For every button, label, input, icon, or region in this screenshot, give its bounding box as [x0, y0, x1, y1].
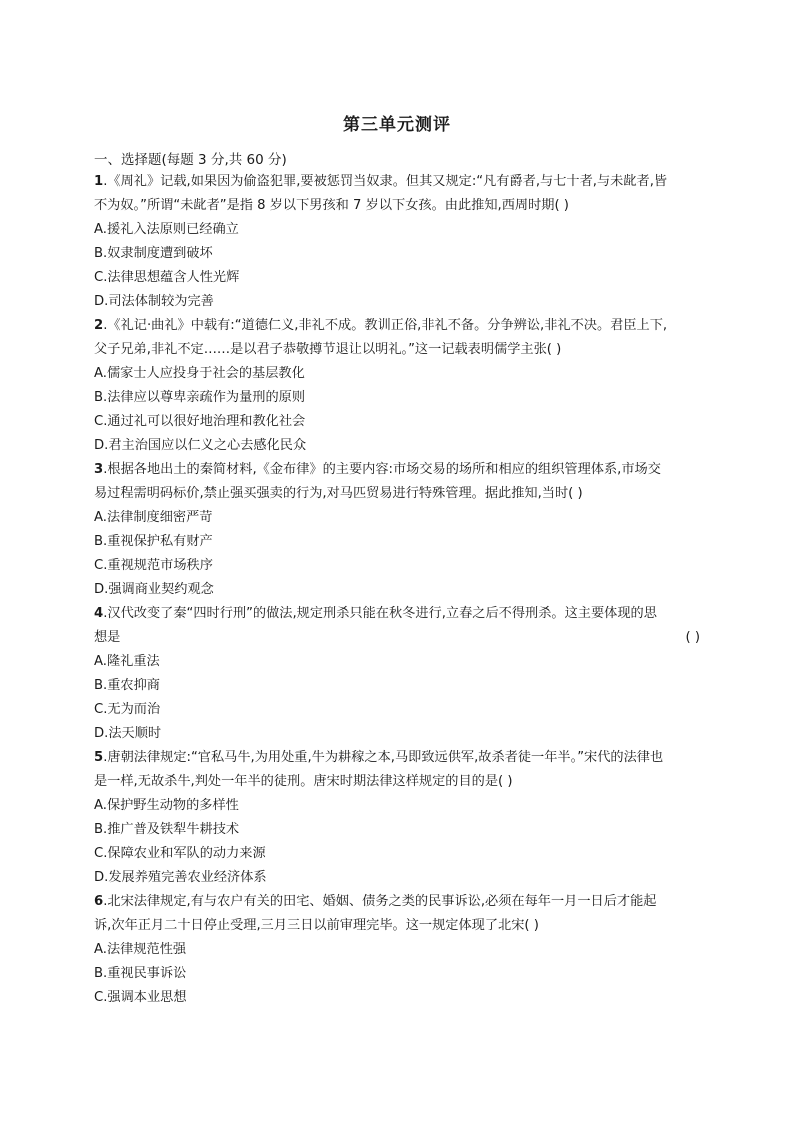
answer-option: C.通过礼可以很好地治理和教化社会	[94, 414, 306, 429]
answer-option: A.儒家士人应投身于社会的基层教化	[94, 366, 305, 381]
question-stem	[94, 890, 700, 938]
question-stem	[94, 602, 700, 650]
question-stem-line	[94, 626, 700, 650]
answer-option: B.重视民事诉讼	[94, 966, 187, 981]
question-stem	[94, 458, 700, 506]
answer-option: A.援礼入法原则已经确立	[94, 222, 239, 237]
question-stem-line	[94, 914, 700, 938]
answer-option: C.强调本业思想	[94, 990, 187, 1005]
question-number: 4	[94, 606, 104, 621]
answer-option: D.发展养殖完善农业经济体系	[94, 870, 267, 885]
answer-bracket: ( )	[685, 630, 700, 645]
answer-option: A.保护野生动物的多样性	[94, 798, 239, 813]
answer-option: C.保障农业和军队的动力来源	[94, 846, 266, 861]
answer-option: A.法律规范性强	[94, 942, 187, 957]
question-stem-line	[94, 458, 700, 482]
question-stem-line	[94, 314, 700, 338]
question-number: 5	[94, 750, 104, 765]
answer-option: D.司法体制较为完善	[94, 294, 214, 309]
answer-option: B.推广普及铁犁牛耕技术	[94, 822, 240, 837]
question-block	[94, 170, 700, 314]
page-title: 第三单元测评	[343, 115, 451, 135]
question-text: 不为奴。”所谓“未龀者”是指 8 岁以下男孩和 7 岁以下女孩。由此推知,西周时期( )	[94, 198, 569, 213]
question-text: .《礼记·曲礼》中载有:“道德仁义,非礼不成。教训正俗,非礼不备。分争辨讼,非礼不决。君臣上下,	[103, 318, 668, 333]
question-text: 诉,次年正月二十日停止受理,三月三日以前审理完毕。这一规定体现了北宋( )	[94, 918, 539, 933]
answer-option: A.法律制度细密严苛	[94, 510, 213, 525]
question-block	[94, 314, 700, 458]
question-text: .根据各地出土的秦简材料,《金布律》的主要内容:市场交易的场所和相应的组织管理体系,市场交	[103, 462, 661, 477]
question-text: .北宋法律规定,有与农户有关的田宅、婚姻、债务之类的民事诉讼,必须在每年一月一日后才能起	[103, 894, 657, 909]
question-block	[94, 890, 700, 1010]
answer-option: D.君主治国应以仁义之心去感化民众	[94, 438, 307, 453]
question-text: 易过程需明码标价,禁止强买强卖的行为,对马匹贸易进行特殊管理。据此推知,当时( )	[94, 486, 583, 501]
answer-option: C.重视规范市场秩序	[94, 558, 213, 573]
question-stem-line	[94, 338, 700, 362]
question-stem-line	[94, 890, 700, 914]
question-stem-line	[94, 170, 700, 194]
question-stem	[94, 746, 700, 794]
question-text: 是一样,无故杀牛,判处一年半的徒刑。唐宋时期法律这样规定的目的是( )	[94, 774, 513, 789]
answer-option: D.法天顺时	[94, 726, 162, 741]
question-number: 6	[94, 894, 104, 909]
question-number: 1	[94, 174, 104, 189]
question-text: .《周礼》记载,如果因为偷盗犯罪,要被惩罚当奴隶。但其又规定:“凡有爵者,与七十者,与未龀者,皆	[103, 174, 668, 189]
answer-option: D.强调商业契约观念	[94, 582, 214, 597]
question-stem-line	[94, 746, 700, 770]
answer-option: B.奴隶制度遭到破坏	[94, 246, 213, 261]
section-heading: 一、选择题(每题 3 分,共 60 分)	[94, 152, 287, 168]
question-text: .汉代改变了秦“四时行刑”的做法,规定刑杀只能在秋冬进行,立春之后不得刑杀。这主要体现的思	[103, 606, 657, 621]
question-stem-line	[94, 194, 700, 218]
question-number: 3	[94, 462, 104, 477]
answer-option: B.重农抑商	[94, 678, 160, 693]
answer-option: C.无为而治	[94, 702, 161, 717]
question-stem-line	[94, 770, 700, 794]
question-block	[94, 746, 700, 890]
question-text: 父子兄弟,非礼不定……是以君子恭敬撙节退让以明礼。”这一记载表明儒学主张( )	[94, 342, 562, 357]
question-block	[94, 602, 700, 746]
question-text: .唐朝法律规定:“官私马牛,为用处重,牛为耕稼之本,马即致远供军,故杀者徒一年半。”宋代的法律也	[103, 750, 664, 765]
question-stem-line	[94, 482, 700, 506]
answer-option: A.隆礼重法	[94, 654, 160, 669]
answer-option: B.法律应以尊卑亲疏作为量刑的原则	[94, 390, 306, 405]
question-list	[94, 170, 700, 1010]
answer-option: B.重视保护私有财产	[94, 534, 213, 549]
question-block	[94, 458, 700, 602]
question-stem	[94, 170, 700, 218]
question-number: 2	[94, 318, 104, 333]
answer-option: C.法律思想蕴含人性光辉	[94, 270, 240, 285]
question-stem	[94, 314, 700, 362]
question-stem-line	[94, 602, 700, 626]
question-text: 想是	[94, 630, 121, 645]
